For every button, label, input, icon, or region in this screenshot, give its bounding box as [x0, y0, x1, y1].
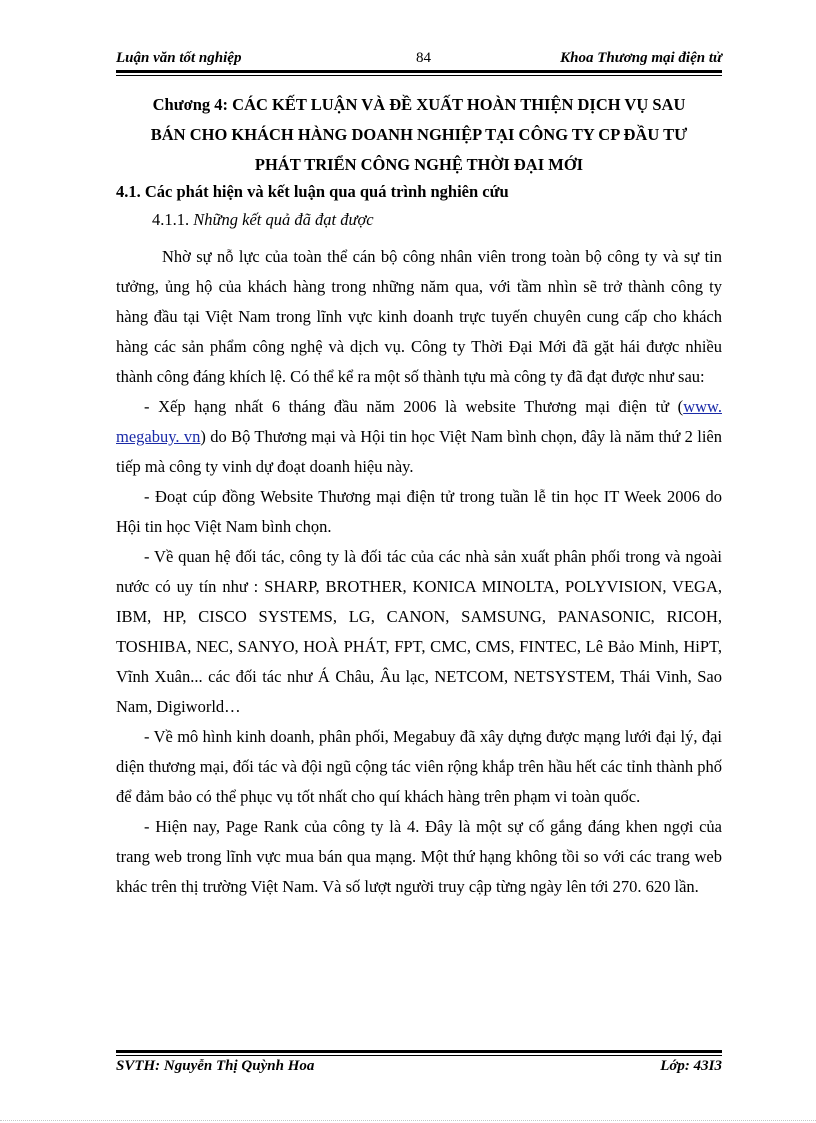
footer-rule-thin: [116, 1055, 722, 1056]
footer-class-code: Lớp: 43I3: [660, 1058, 722, 1074]
page-header: [116, 50, 722, 70]
footer-student-name: SVTH: Nguyễn Thị Quỳnh Hoa: [116, 1058, 315, 1074]
item1-text-after: ) do Bộ Thương mại và Hội tin học Việt Nam bình chọn, đây là năm thứ 2 liên tiếp mà công ty vinh dự đoạt doanh hiệu này.: [116, 427, 722, 476]
chapter-title-line: Chương 4: CÁC KẾT LUẬN VÀ ĐỀ XUẤT HOÀN THIỆN DỊCH VỤ SAU: [152, 95, 686, 114]
document-body: [116, 242, 722, 902]
header-faculty-label: Khoa Thương mại điện tử: [560, 50, 722, 66]
item1-text-before: - Xếp hạng nhất 6 tháng đầu năm 2006 là website Thương mại điện tử (: [144, 397, 684, 416]
intro-paragraph: Nhờ sự nỗ lực của toàn thể cán bộ công nhân viên trong toàn bộ công ty và sự tin tưởng, ủng hộ của khách hàng trong những năm qua, với tầm nhìn sẽ trở thành công ty hàng đầu tại Việt Nam trong lĩnh vực kinh doanh trực tuyến chuyên cung cấp cho khách hàng các sản phẩm công nghệ và dịch vụ. Công ty Thời Đại Mới đã gặt hái được nhiều thành công đáng khích lệ. Có thể kể ra một số thành tựu mà công ty đã đạt được như sau:: [116, 247, 722, 386]
footer-rule-thick: [116, 1050, 722, 1053]
page-footer: [116, 1058, 722, 1078]
achievement-item-3: - Về quan hệ đối tác, công ty là đối tác của các nhà sản xuất phân phối trong và ngoài nước có uy tín như : SHARP, BROTHER, KONICA MINOLTA, POLYVISION, VEGA, IBM, HP, CISCO SYSTEMS, LG, CANON, SAMSUNG, PANASONIC, RICOH, TOSHIBA, NEC, SANYO, HOÀ PHÁT, FPT, CMC, CMS, FINTEC, Lê Bảo Minh, HiPT, Vĩnh Xuân... các đối tác như Á Châu, Âu lạc, NETCOM, NETSYSTEM, Thái Vinh, Sao Nam, Digiworld…: [116, 547, 722, 716]
achievement-item-1: [116, 392, 722, 482]
section-heading: 4.1. Các phát hiện và kết luận qua quá trình nghiên cứu: [116, 182, 509, 201]
page-bottom-border: [0, 1120, 816, 1121]
header-rule-thin: [116, 75, 722, 76]
subsection-number: 4.1.1.: [152, 210, 190, 229]
achievement-item-4: - Về mô hình kinh doanh, phân phối, Megabuy đã xây dựng được mạng lưới đại lý, đại diện thương mại, đối tác và đội ngũ cộng tác viên rộng khắp trên hầu hết các tỉnh thành phố để đảm bảo có thể phục vụ tốt nhất cho quí khách hàng trên phạm vi toàn quốc.: [116, 727, 722, 806]
achievement-item-2: - Đoạt cúp đồng Website Thương mại điện tử trong tuần lễ tin học IT Week 2006 do Hội tin học Việt Nam bình chọn.: [116, 487, 722, 536]
page-number: 84: [416, 50, 431, 66]
chapter-title-line: BÁN CHO KHÁCH HÀNG DOANH NGHIỆP TẠI CÔNG TY CP ĐẦU TƯ: [150, 125, 688, 144]
subsection-title: Những kết quả đã đạt được: [193, 210, 374, 229]
megabuy-website-link[interactable]: www. megabuy. vn: [116, 397, 722, 446]
subsection-heading: [152, 210, 374, 230]
chapter-title-line: PHÁT TRIỂN CÔNG NGHỆ THỜI ĐẠI MỚI: [254, 155, 584, 174]
header-rule-thick: [116, 70, 722, 73]
header-thesis-label: Luận văn tốt nghiệp: [116, 50, 242, 66]
chapter-title: [116, 90, 722, 180]
achievement-item-5: - Hiện nay, Page Rank của công ty là 4. Đây là một sự cố gắng đáng khen ngợi của trang web trong lĩnh vực mua bán qua mạng. Một thứ hạng không tồi so với các trang web khác trên thị trường Việt Nam. Và số lượt người truy cập từng ngày lên tới 270. 620 lần.: [116, 817, 722, 896]
